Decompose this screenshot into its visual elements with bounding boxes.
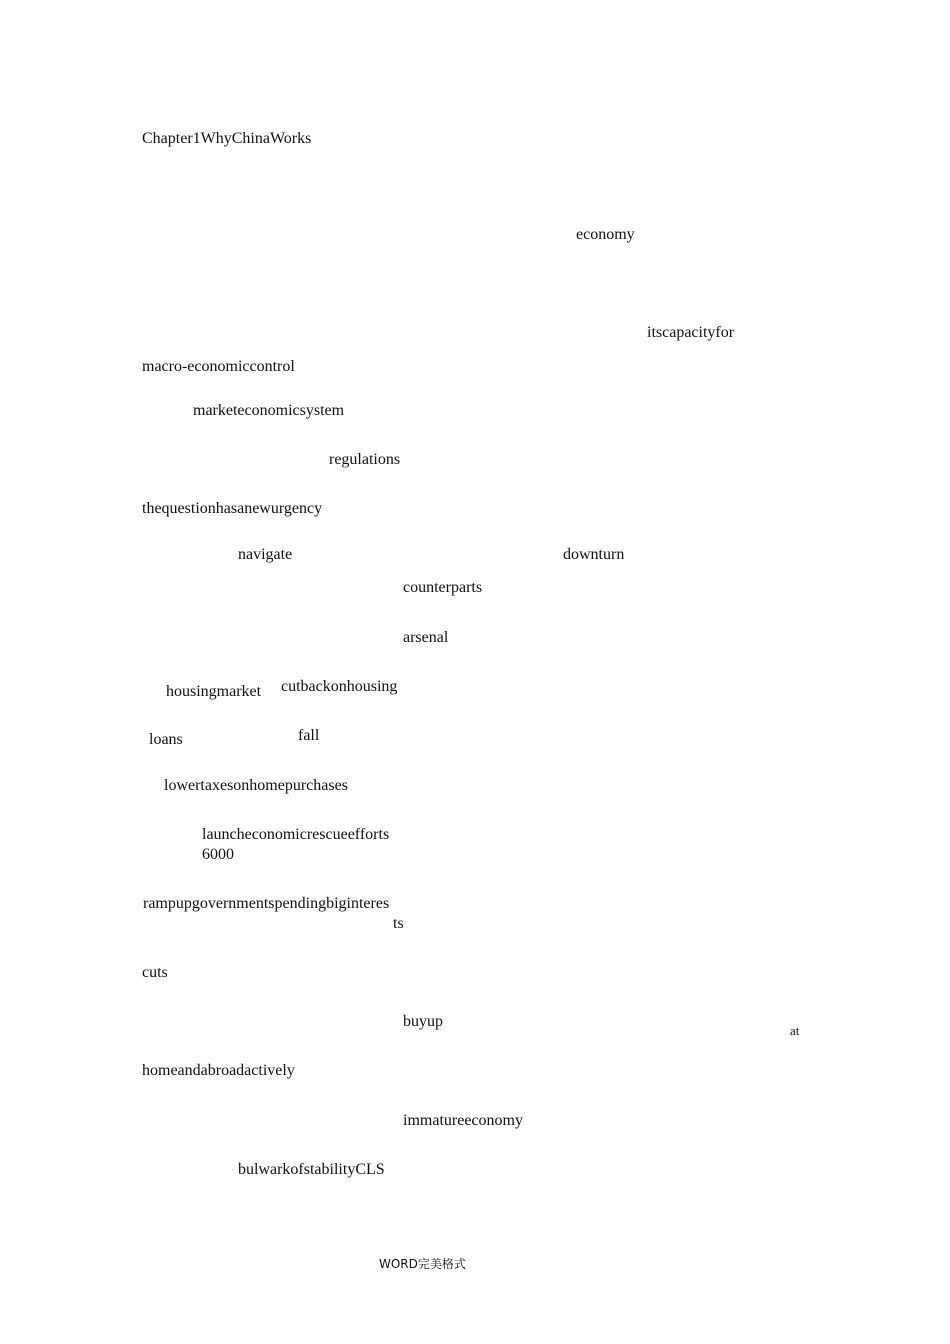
vocab-word: navigate bbox=[238, 546, 293, 563]
vocab-word: launcheconomicrescueefforts bbox=[202, 826, 390, 843]
vocab-word: cuts bbox=[142, 964, 168, 981]
vocab-word: loans bbox=[149, 731, 183, 748]
vocab-word: bulwarkofstabilityCLS bbox=[238, 1161, 385, 1178]
vocab-word: ts bbox=[393, 915, 404, 932]
document-title: Chapter1WhyChinaWorks bbox=[142, 130, 312, 147]
vocab-word: economy bbox=[576, 226, 635, 243]
vocab-word: itscapacityfor bbox=[647, 324, 735, 341]
vocab-word: thequestionhasanewurgency bbox=[142, 500, 323, 517]
vocab-word: at bbox=[790, 1023, 800, 1038]
vocab-word: rampupgovernmentspendingbiginteres bbox=[143, 895, 390, 912]
vocab-word: buyup bbox=[403, 1013, 443, 1030]
vocab-word: cutbackonhousing bbox=[281, 678, 398, 695]
vocab-word: marketeconomicsystem bbox=[193, 402, 345, 419]
vocab-word: macro-economiccontrol bbox=[142, 358, 295, 375]
vocab-word: arsenal bbox=[403, 629, 449, 646]
vocab-word: fall bbox=[298, 727, 320, 744]
page-footer: WORD完美格式 bbox=[379, 1257, 466, 1271]
vocab-word: immatureeconomy bbox=[403, 1112, 523, 1129]
vocab-word: counterparts bbox=[403, 579, 483, 596]
vocab-word: 6000 bbox=[202, 846, 234, 863]
vocab-word: lowertaxesonhomepurchases bbox=[164, 777, 348, 794]
vocab-word: downturn bbox=[563, 546, 625, 563]
vocab-word: regulations bbox=[329, 451, 401, 468]
vocab-word: homeandabroadactively bbox=[142, 1062, 295, 1079]
vocab-word: housingmarket bbox=[166, 683, 262, 700]
